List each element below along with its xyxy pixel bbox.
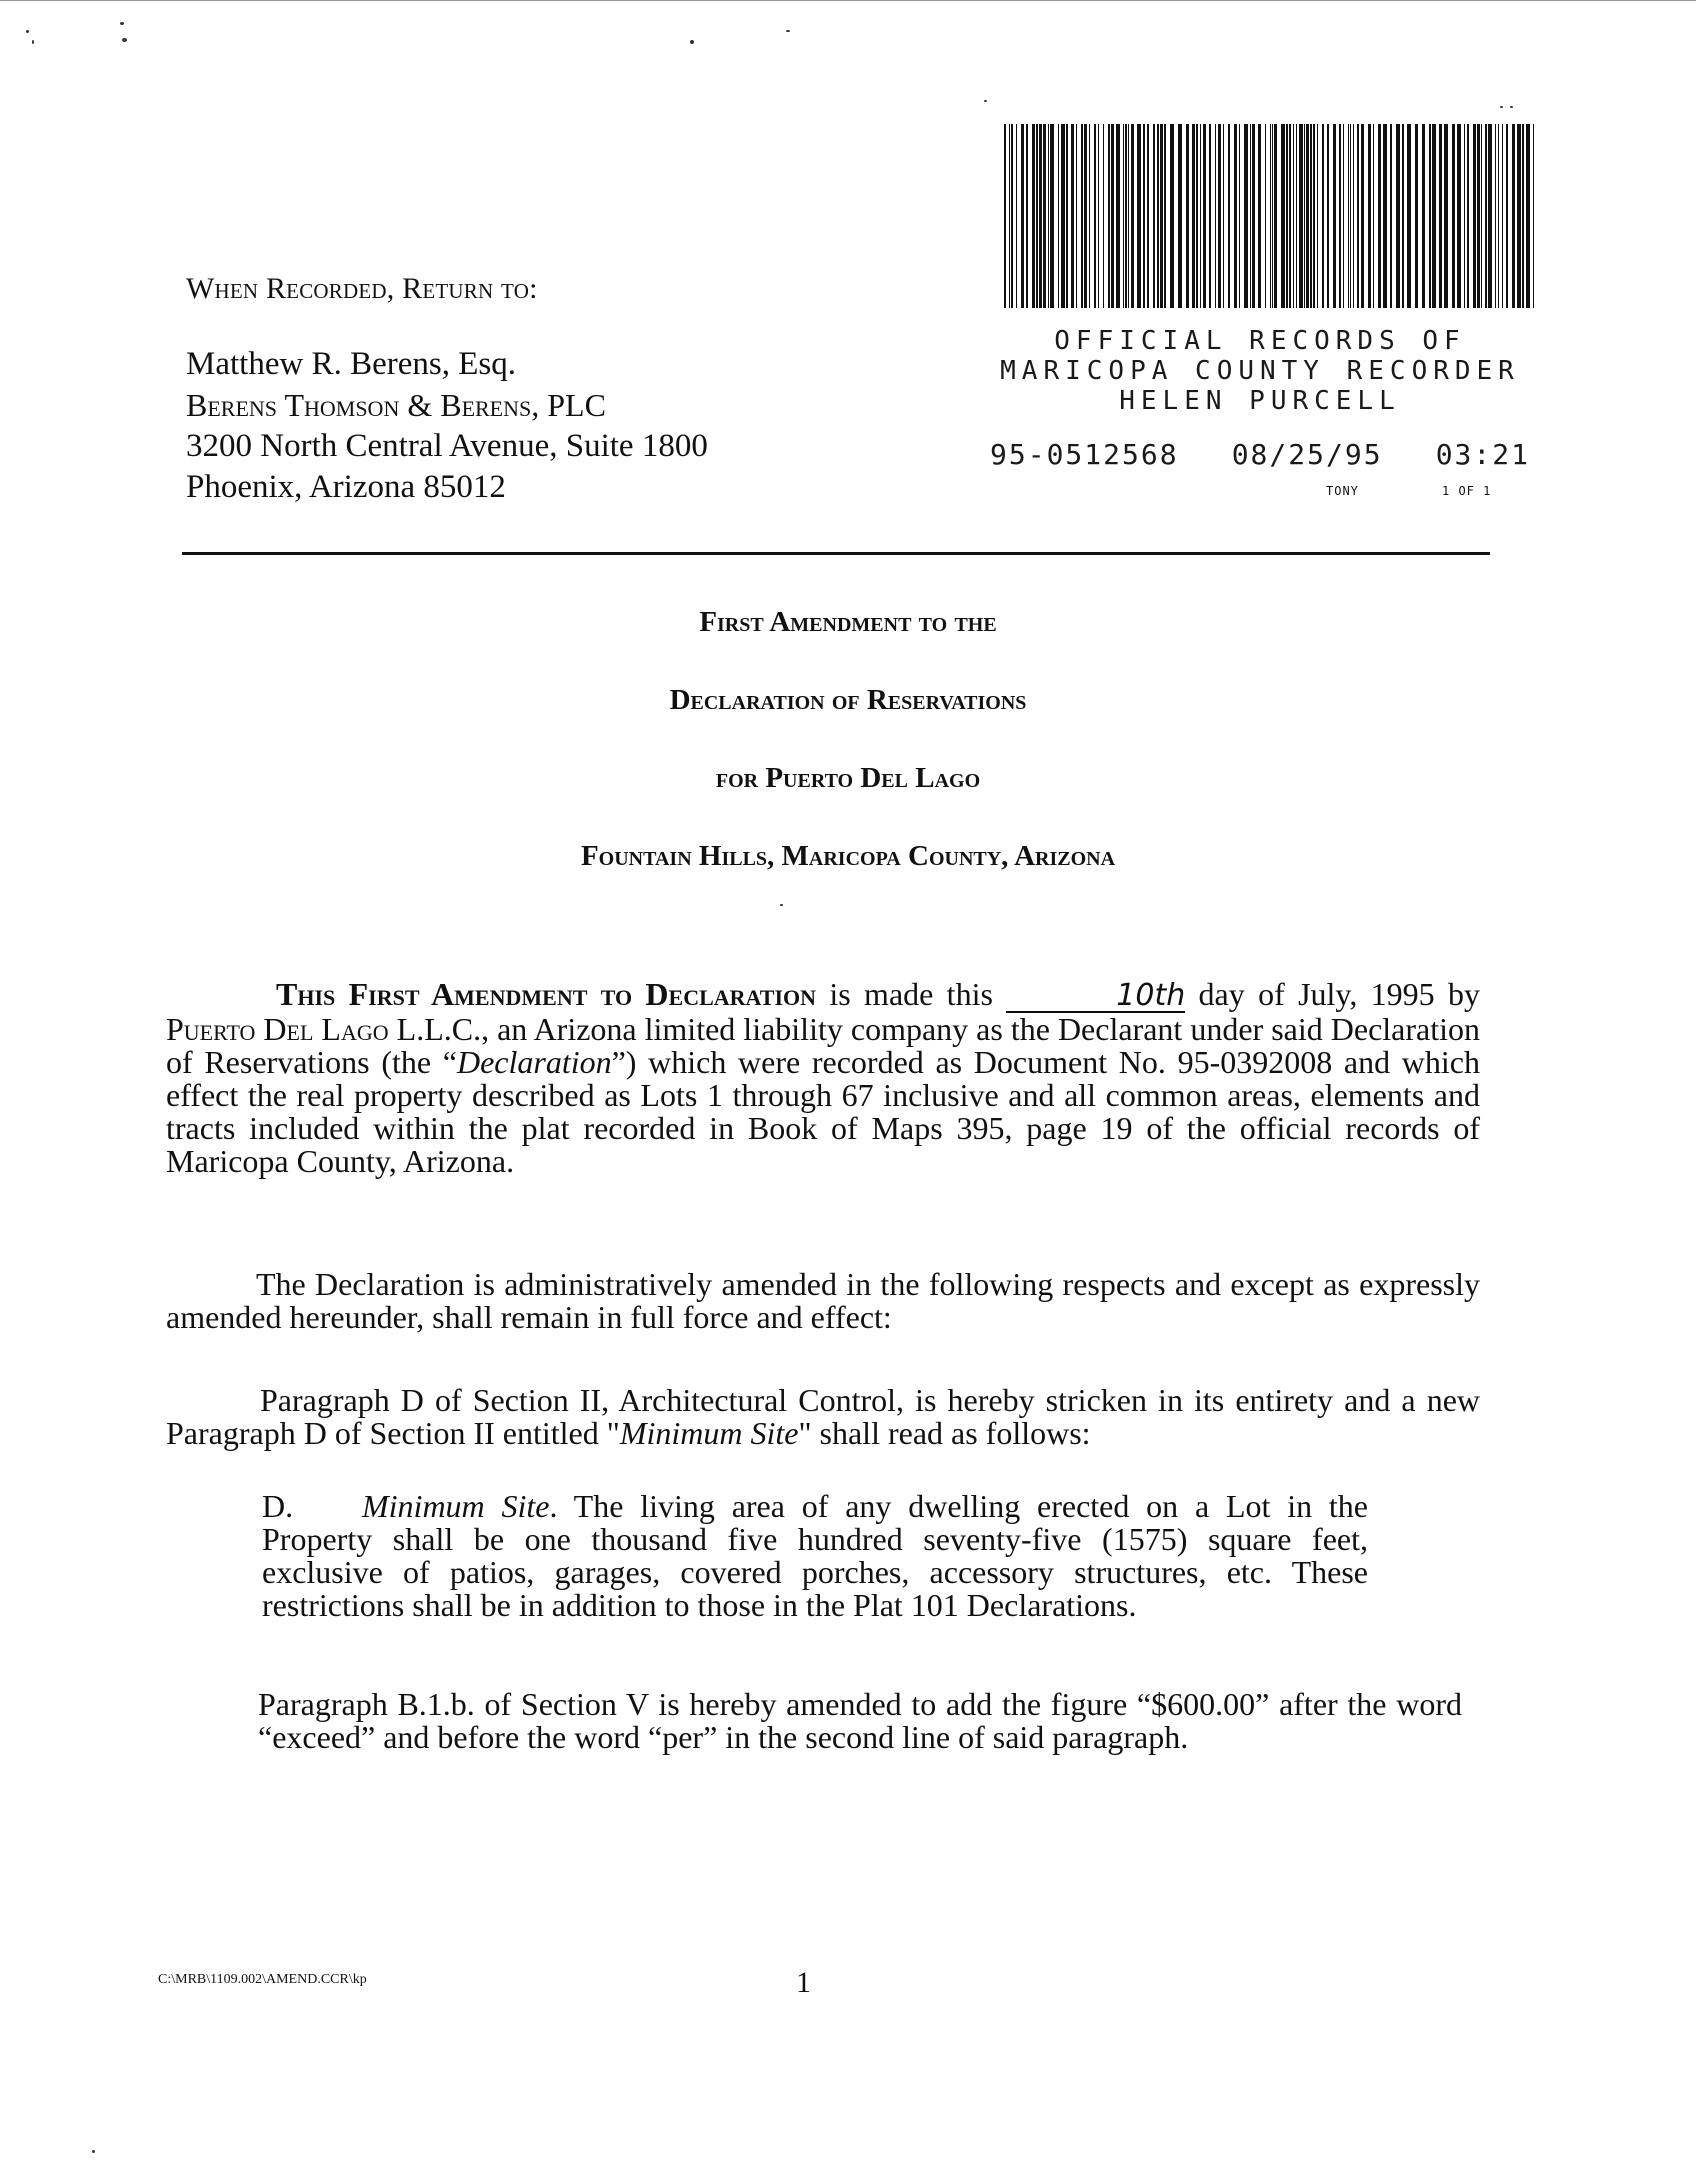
footer-file-path: C:\MRB\1109.002\AMEND.CCR\kp bbox=[158, 1972, 367, 1987]
paragraph-preamble: This First Amendment to Declaration is made this 10th day of July, 1995 by Puerto Del Lago L.L.C., an Arizona limited liability company as the Declarant under said Declaration of Reservations (the “Declaration”) which were recorded as Document No. 95-0392008 and which effect the real property described as Lots 1 through 67 inclusive and all common areas, elements and tracts included within the plat recorded in Book of Maps 395, page 19 of the official records of Maricopa County, Arizona. bbox=[166, 976, 1481, 1179]
return-address-block bbox=[186, 272, 708, 508]
paragraph-section-v: Paragraph B.1.b. of Section V is hereby amended to add the figure “$600.00” after the word “exceed” and before the word “per” in the second line of said paragraph. bbox=[258, 1686, 1462, 1755]
document-number: 95-0512568 bbox=[990, 438, 1179, 471]
scan-top-edge bbox=[0, 0, 1696, 1]
clerk-name: TONY bbox=[1326, 484, 1359, 498]
barcode-image bbox=[1004, 124, 1536, 308]
title-line-3: for Puerto Del Lago bbox=[715, 762, 981, 794]
company-name: Puerto Del Lago bbox=[166, 1011, 389, 1047]
preamble-lead: This First Amendment to Declaration bbox=[276, 976, 817, 1012]
paragraph-amendment-intro: The Declaration is administratively amended in the following respects and except as expressly amended hereunder, shall remain in full force and effect: bbox=[166, 1266, 1480, 1335]
return-heading: When Recorded, Return to: bbox=[186, 272, 538, 305]
recorder-line-2: MARICOPA COUNTY RECORDER bbox=[1000, 356, 1520, 386]
recording-date: 08/25/95 bbox=[1231, 438, 1383, 471]
paragraph-section-ii: Paragraph D of Section II, Architectural Control, is hereby stricken in its entirety and a new Paragraph D of Section II entitled "Minimum Site" shall read as follows: bbox=[166, 1382, 1480, 1451]
page-number: 1 bbox=[796, 1966, 811, 1999]
recorder-stamp bbox=[990, 326, 1530, 471]
street-address: 3200 North Central Avenue, Suite 1800 bbox=[186, 428, 708, 464]
handwritten-day: 10th bbox=[1006, 981, 1185, 1013]
paragraph-minimum-site: D. Minimum Site. The living area of any dwelling erected on a Lot in the Property shall be one thousand five hundred seventy-five (1575) square feet, exclusive of patios, garages, covered porches, accessory structures, etc. These restrictions shall be in addition to those in the Plat 101 Declarations. bbox=[262, 1488, 1369, 1623]
law-firm-name: Berens Thomson & Berens, PLC bbox=[186, 387, 606, 423]
paragraph-label: D. bbox=[262, 1488, 294, 1524]
page-count: 1 OF 1 bbox=[1442, 484, 1492, 498]
recorder-line-1: OFFICIAL RECORDS OF bbox=[1054, 326, 1466, 356]
title-line-1: First Amendment to the bbox=[699, 606, 997, 638]
recorder-line-3: HELEN PURCELL bbox=[1119, 386, 1401, 416]
title-line-2: Declaration of Reservations bbox=[669, 684, 1027, 716]
recording-time: 03:21 bbox=[1435, 438, 1530, 471]
document-title-block bbox=[0, 600, 1696, 912]
city-state-zip: Phoenix, Arizona 85012 bbox=[186, 469, 506, 505]
title-line-4: Fountain Hills, Maricopa County, Arizona bbox=[580, 840, 1116, 872]
recording-numbers bbox=[990, 438, 1530, 471]
attorney-name: Matthew R. Berens, Esq. bbox=[186, 346, 516, 382]
horizontal-rule bbox=[182, 552, 1490, 555]
